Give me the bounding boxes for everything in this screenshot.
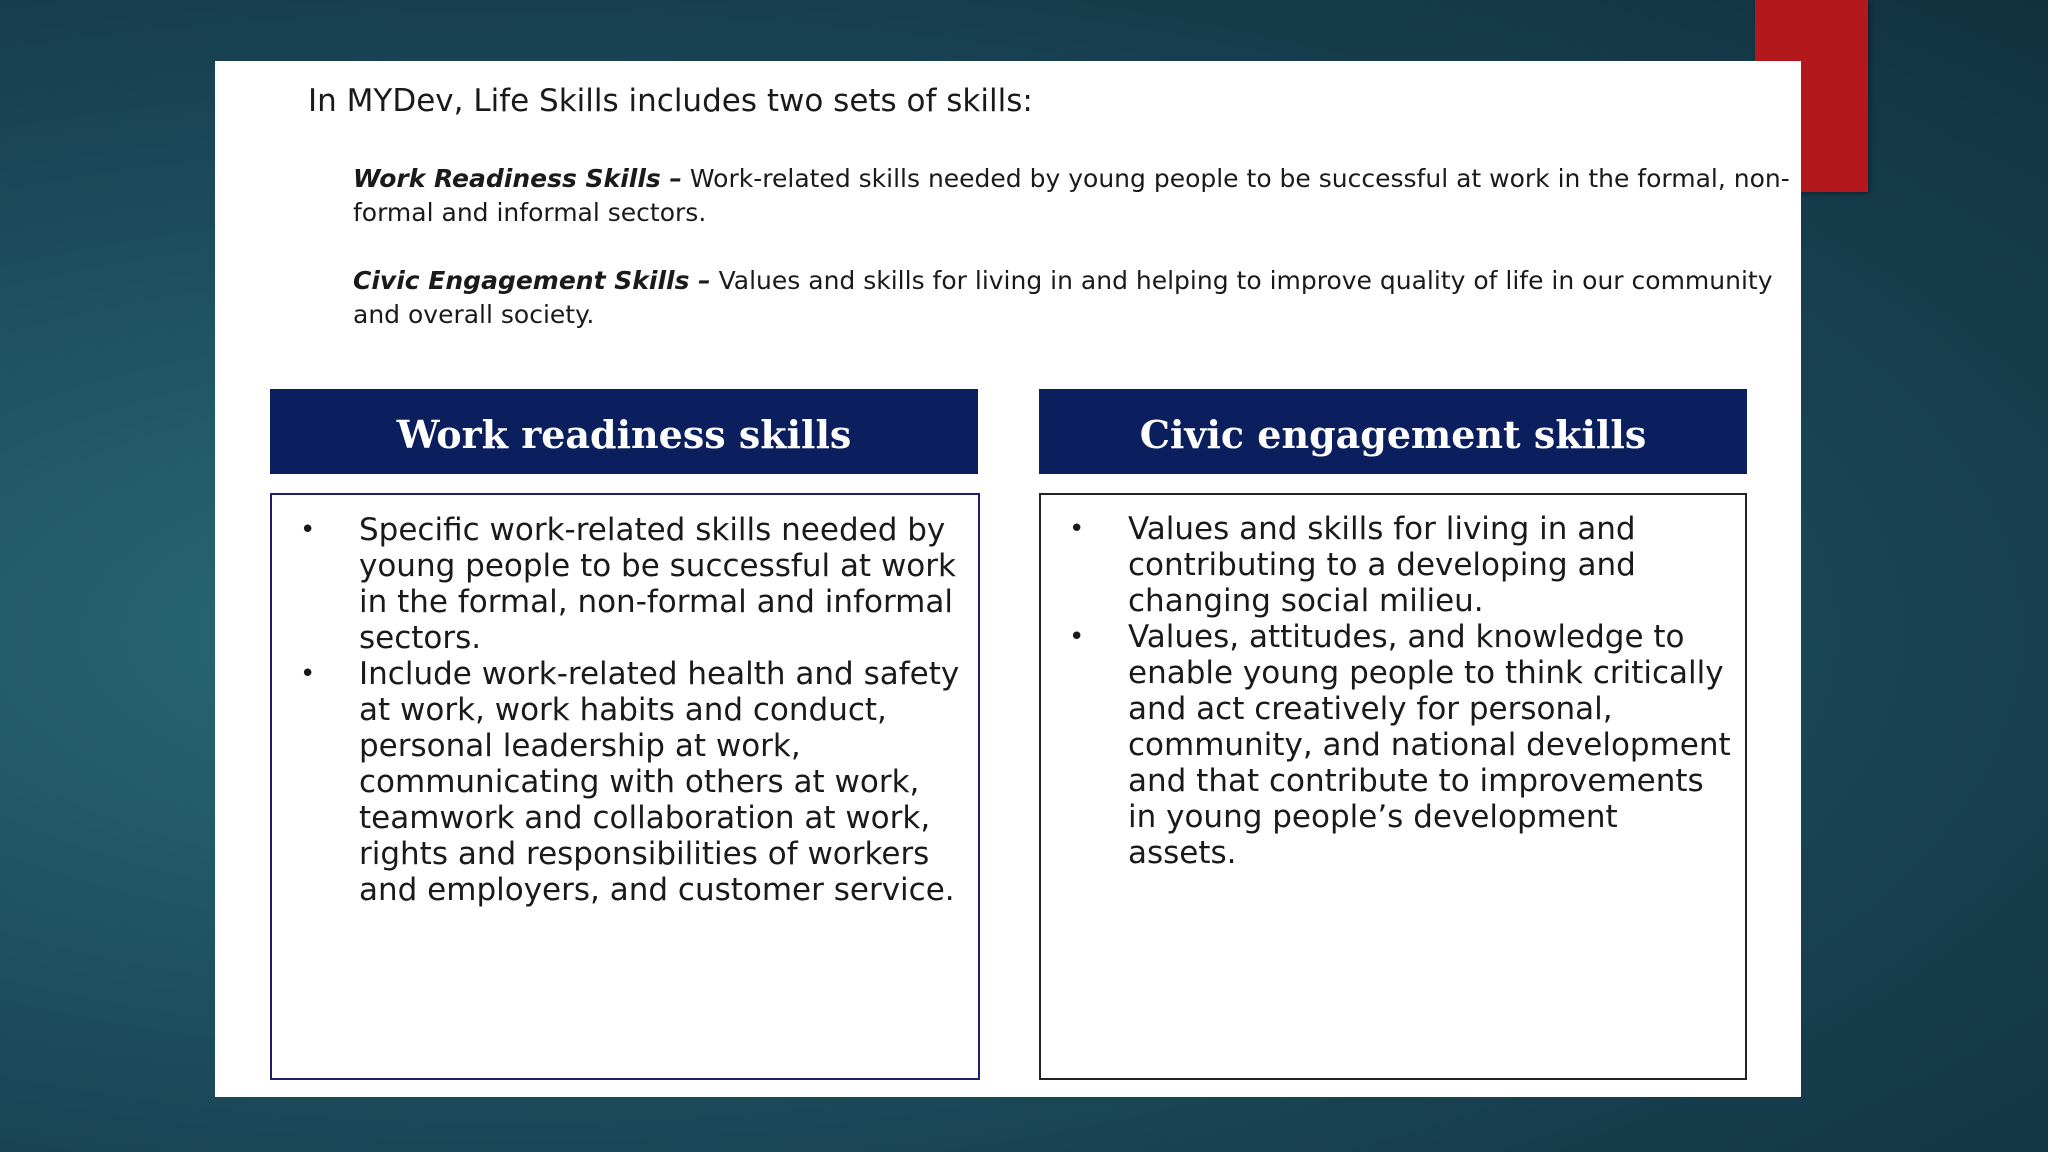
list-item [1041,619,1745,871]
definition-term: Civic Engagement Skills – [353,266,711,295]
work-readiness-definition [353,162,1793,230]
list-item [1041,511,1745,619]
intro-text: In MYDev, Life Skills includes two sets of skills: [308,83,1033,119]
slide-content [215,61,1801,1097]
definition-text: Values and skills for living in and helping to improve quality of life in our community and overall society. [353,266,1773,329]
bullet-icon: • [1069,514,1085,544]
bullet-icon: • [1069,622,1085,652]
bullet-list [1041,511,1745,871]
bullet-list [272,512,978,908]
definition-term: Work Readiness Skills – [353,164,682,193]
bullet-text: Specific work-related skills needed by young people to be successful at work in the formal, non-formal and informal sectors. [359,512,956,656]
definition-text: Work-related skills needed by young people to be successful at work in the formal, non-formal and informal sectors. [353,164,1790,227]
work-readiness-box [270,493,980,1080]
bullet-text: Include work-related health and safety at work, work habits and conduct, personal leadership at work, communicating with others at work, teamwork and collaboration at work, rights and responsibilities of workers and employers, and customer service. [359,656,960,908]
list-item [272,512,978,656]
civic-engagement-definition [353,264,1793,332]
bullet-icon: • [300,659,316,689]
bullet-icon: • [300,515,316,545]
list-item [272,656,978,908]
work-readiness-header: Work readiness skills [270,389,978,474]
civic-engagement-box [1039,493,1747,1080]
bullet-text: Values, attitudes, and knowledge to enable young people to think critically and act creatively for personal, community, and national development and that contribute to improvements in young people’s development assets. [1128,619,1731,871]
civic-engagement-header: Civic engagement skills [1039,389,1747,474]
bullet-text: Values and skills for living in and contributing to a developing and changing social milieu. [1128,511,1636,619]
